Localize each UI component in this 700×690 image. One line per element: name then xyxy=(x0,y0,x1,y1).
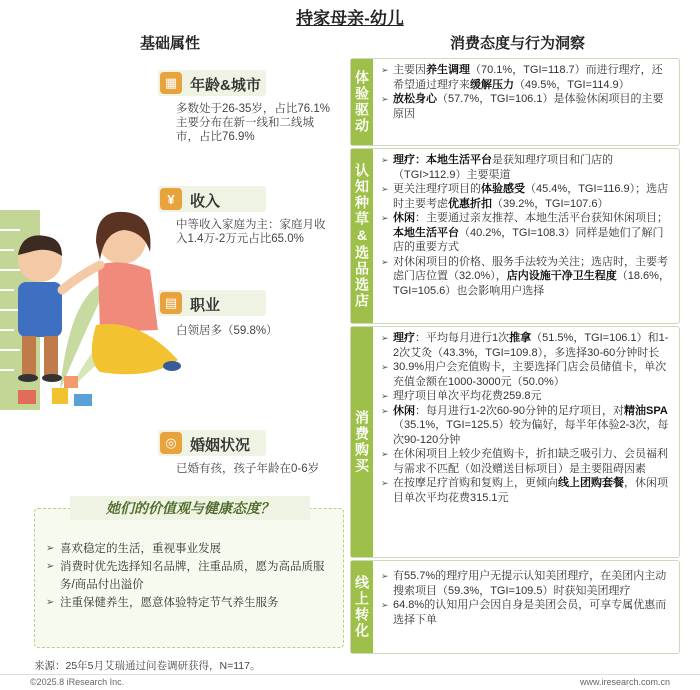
section-bullet: ➢ 休闲：每月进行1-2次60-90分钟的足疗项目，对精油SPA（35.1%，TGI=125.5）较为偏好，每半年体验2-3次，每次90-120分钟 xyxy=(381,404,673,448)
age-city-text: 多数处于26-35岁，占比76.1% 主要分布在新一线和二线城市，占比76.9% xyxy=(176,103,331,143)
values-title: 她们的价值观与健康态度？ xyxy=(70,496,310,520)
rings-icon: ◎ xyxy=(160,432,182,454)
section-label: 消费购买 xyxy=(351,327,373,557)
section-bullet: ➢ 理疗项目单次平均花费259.8元 xyxy=(381,389,673,404)
section-awareness-selection xyxy=(350,148,680,324)
section-bullet: ➢ 休闲：主要通过亲友推荐、本地生活平台获知休闲项目；本地生活平台（40.2%，TGI=108.3）同样是她们了解门店的重要方式 xyxy=(381,211,673,255)
money-icon: ¥ xyxy=(160,188,182,210)
section-bullet: ➢ 对休闲项目的价格、服务手法较为关注；选店时，主要考虑门店位置（32.0%），店内设施干净卫生程度（18.6%，TGI=105.6）也会影响用户选择 xyxy=(381,255,673,299)
website-link[interactable]: www.iresearch.com.cn xyxy=(579,677,670,687)
section-bullet: ➢ 理疗：本地生活平台是获知理疗项目和门店的（TGI>112.9）主要渠道 xyxy=(381,153,673,182)
section-body xyxy=(381,331,673,505)
section-experience-drive xyxy=(350,58,680,146)
section-bullet: ➢ 理疗：平均每月进行1次推拿（51.5%，TGI=106.1）和1-2次艾灸（43.3%，TGI=109.8），多选择30-60分钟时长 xyxy=(381,331,673,360)
copyright: ©2025.8 iResearch Inc. xyxy=(30,677,125,687)
marriage-text: 已婚有孩，孩子年龄在0-6岁 xyxy=(176,463,320,475)
job-text: 白领居多（59.8%） xyxy=(176,325,278,337)
section-label: 体验驱动 xyxy=(351,59,373,145)
calendar-icon: ▦ xyxy=(160,72,182,94)
section-label: 认知种草&选品选店 xyxy=(351,149,373,323)
section-bullet: ➢ 在按摩足疗首购和复购上，更倾向线上团购套餐，休闲项目单次平均花费315.1元 xyxy=(381,476,673,505)
section-online-conversion xyxy=(350,560,680,654)
section-purchase xyxy=(350,326,680,558)
section-label: 线上转化 xyxy=(351,561,373,653)
marriage-title: 婚姻状况 xyxy=(190,437,251,454)
values-list xyxy=(46,540,336,612)
section-bullet: ➢ 主要因养生调理（70.1%，TGI=118.7）而进行理疗，还希望通过理疗来缓解压力（49.5%，TGI=114.9） xyxy=(381,63,673,92)
section-bullet: ➢ 30.9%用户会充值购卡，主要选择门店会员储值卡，单次充值金额在1000-3000元（50.0%） xyxy=(381,360,673,389)
briefcase-icon: ▤ xyxy=(160,292,182,314)
footer xyxy=(0,674,700,690)
section-body xyxy=(381,153,673,298)
age-city-title: 年龄&城市 xyxy=(190,77,261,94)
values-item: ➢ 消费时优先选择知名品牌，注重品质，愿为高品质服务/商品付出溢价 xyxy=(46,558,336,594)
page-title: 持家母亲-幼儿 xyxy=(296,9,404,28)
section-bullet: ➢ 放松身心（57.7%，TGI=106.1）是体验休闲项目的主要原因 xyxy=(381,92,673,121)
section-body xyxy=(381,569,673,627)
section-bullet: ➢ 更关注理疗项目的体验感受（45.4%，TGI=116.9）；选店时主要考虑优惠折扣（39.2%，TGI=107.6） xyxy=(381,182,673,211)
section-bullet: ➢ 在休闲项目上较少充值购卡，折扣缺乏吸引力、会员福利与需求不匹配（如没赠送目标项目）是主要阻碍因素 xyxy=(381,447,673,476)
income-text: 中等收入家庭为主：家庭月收入1.4万-2万元占比65.0% xyxy=(176,219,326,245)
job-title: 职业 xyxy=(190,297,221,314)
mother-child-illustration xyxy=(0,60,200,420)
values-item: ➢ 喜欢稳定的生活，重视事业发展 xyxy=(46,540,336,558)
section-bullet: ➢ 有55.7%的理疗用户无提示认知美团理疗，在美团内主动搜索项目（59.3%，TGI=109.5）时获知美团理疗 xyxy=(381,569,673,598)
source-note: 来源：25年5月艾瑞通过问卷调研获得，N=117。 xyxy=(34,660,261,672)
income-title: 收入 xyxy=(190,193,221,210)
section-body xyxy=(381,63,673,121)
right-column-title: 消费态度与行为洞察 xyxy=(450,35,586,52)
left-column-title: 基础属性 xyxy=(140,35,201,52)
values-item: ➢ 注重保健养生，愿意体验特定节气养生服务 xyxy=(46,594,336,612)
section-bullet: ➢ 64.8%的认知用户会因自身是美团会员，可享专属优惠而选择下单 xyxy=(381,598,673,627)
